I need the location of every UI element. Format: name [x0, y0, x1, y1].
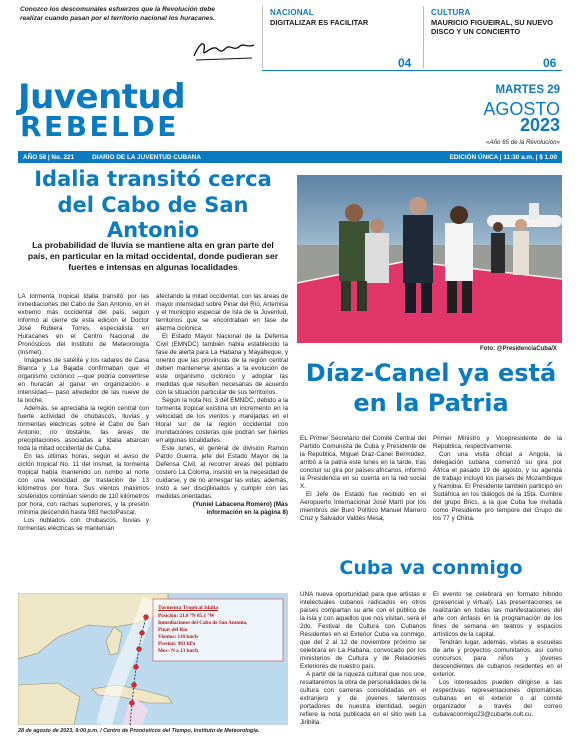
paragraph: Primer Ministro y Vicepresidente de la República, respectivamente. [433, 435, 562, 450]
paragraph: UNA nueva oportunidad para que artistas e intelectuales cubanos radicados en otros países compartan su arte con el público de la Isla y con aquellos que nos visitan, será el 2do. Festival de Cultura con Cubanos Residentes en el Exterior Cuba va conmigo, que del 2 al 12 de noviembre próximo se celebrará en La Habana, convocado por los ministerios de Cultura y de Relaciones Exteriores de nuestro país. [300, 591, 426, 670]
storm-info-title: Tormenta Tropical Idalia [158, 605, 219, 611]
date-weekday: MARTES 29 [495, 84, 560, 96]
article3-headline[interactable]: Cuba va conmigo [339, 557, 523, 579]
paragraph: Los interesados pueden dirigirse a las respectivas representaciones diplomáticas cubanas en el exterior o al comité organizador a través del correo cubavaconmigo23@cubarte.cult.cu. [433, 678, 562, 718]
paragraph: Además, se apreciaba la región central con fuerte actividad de chubascos, lluvias y tormentas eléctricas sobre el Cabo de San Antonio; no obstante, las áreas de precipitaciones asociadas a Idalia abarcan toda la mitad occidental de Cuba. [18, 404, 149, 452]
paragraph: En las últimas horas, según el aviso de ciclón tropical No. 11 del Insmet, la tormenta tropical había mantenido un rumbo al norte con una velocidad de traslación de 13 kilómetros por hora. Sus vientos máximos sostenidos continúan siendo de 110 kilómetros por hora, con rachas superiores, y la presión mínima descendió hasta 983 hectoPascal. [18, 452, 149, 516]
header-section-nacional[interactable] [270, 8, 410, 27]
article2-column-1 [300, 435, 426, 523]
paragraph: El Jefe de Estado fue recibido en el Aeropuerto Internacional José Martí por los miembros del Buró Político Manuel Marrero Cruz y Salvador Valdés Mesa, [300, 490, 426, 522]
paragraph: Los nublados con chubascos, lluvias y tormentas eléctricas se mantenían [18, 516, 149, 532]
article2-headline[interactable]: Díaz-Canel ya está en la Patria [305, 359, 557, 417]
article1-continued-link[interactable]: (Más información en la página 8) [206, 500, 288, 516]
date-month: AGOSTO [483, 99, 560, 119]
photo-credit: Foto: @PresidenciaCuba/X [480, 346, 557, 352]
map-caption: 28 de agosto de 2023, 9:00 p.m. / Centro de Pronósticos del Tiempo, Instituto de Meteorología. [18, 728, 260, 734]
top-quote: Conozco los descomunales esfuerzos que la Revolución debe realizar cuando pasan por el territorio nacional los huracanes. [20, 6, 215, 22]
paragraph: Tendrán lugar, además, visitas a escuelas de arte y proyectos comunitarios, así como concursos para niños y jóvenes descendientes de cubanos residentes en el exterior. [433, 638, 562, 678]
paragraph: Con una visita oficial a Angola, la delegación cubana comenzó su gira por África el pasado 19 de agosto, y su agenda de trabajo incluyó los países de Mozambique y Namibia. El Presidente también participó en Sudáfrica en los diálogos de la 15ta. Cumbre del grupo Brics, a la que Cuba fue invitada como Presidente pro tempore del Grupo de los 77 y China. [433, 450, 562, 522]
storm-info-line: Pinar del Río [158, 626, 188, 633]
storm-info-line: Inmediaciones del Cabo de San Antonio, [158, 619, 248, 626]
paragraph: El evento se celebrará en formato híbrido (presencial y virtual). Las presentaciones se realizarán en todas las manifestaciones del arte con énfasis en la programación de los fines de semana en teatros y espacios artísticos de la capital. [433, 591, 562, 638]
header-section-cultura[interactable] [431, 8, 566, 37]
masthead-juventud: Juventud [18, 77, 186, 117]
signature-icon [190, 36, 258, 64]
paragraph: afectando la mitad occidental, con las áreas de mayor intensidad sobre Pinar del Río, Artemisa y el municipio especial de Isla de la Juventud, territorios que se encontraban en fase de alarma ciclónica. [156, 293, 288, 332]
article3-column-2 [433, 591, 562, 719]
paragraph: Según la nota No. 3 del EMNDC, debido a la tormenta tropical existiría un incremento en la velocidad de los vientos y marejadas en el litoral sur de la región occidental con inundaciones costeras que podrán ser fuertes en algunas localidades. [156, 396, 288, 444]
section-headline: MAURICIO FIGUEIRAL, SU NUEVO DISCO Y UN CONCIERTO [431, 18, 553, 37]
article1-byline: (Yuniel Labacena Romero) (Más información en la página 8) [192, 500, 288, 516]
storm-info-line: Mov: N a 13 km/h [158, 647, 199, 654]
article2-column-2 [433, 435, 562, 523]
article1-column-1 [18, 293, 149, 533]
paragraph: Este lunes, el general de división Ramón Pardo Guerra, jefe del Estado Mayor de la Defensa Civil, al recorrer áreas del poblado costero La Coloma, insistió en la necesidad de cuidarse, y de no arriesgar las vidas; además, instó a ser disciplinados y cumplir con las medidas orientadas. [156, 444, 288, 500]
page-number: 04 [398, 56, 412, 70]
masthead-rebelde: REBELDE [20, 110, 179, 143]
paragraph: EL Primer Secretario del Comité Central del Partido Comunista de Cuba y Presidente de la República, Miguel Díaz-Canel Bermúdez, arribó a la patria este lunes en la tarde, tras concluir su gira por países africanos, informó la Presidencia en su cuenta en la red social X. [300, 435, 426, 490]
edition-number: AÑO 58 | No. 221 [23, 153, 75, 161]
section-name: CULTURA [431, 8, 471, 17]
edition-info: EDICIÓN ÚNICA | 11:30 a.m. | $ 1.00 [449, 153, 557, 161]
header-rule [262, 70, 562, 71]
header-divider [423, 6, 424, 68]
edition-tagline: DIARIO DE LA JUVENTUD CUBANA [92, 153, 201, 161]
storm-info-line: Vientos: 110 km/h [158, 633, 198, 640]
article1-subheadline: La probabilidad de lluvia se mantiene alta en gran parte del país, en particular en la mitad occidental, donde pudieran ser fuertes e intensas en algunas localidades [27, 240, 279, 273]
paragraph: A partir de la riqueza cultural que nos une, resaltaremos la obra de personalidades de la cultura con carreras consolidadas en el extranjero y de jóvenes talentosos portadores de nuestra identidad, según refiere la nota publicada en el sitio web La Jiribilla. [300, 670, 427, 726]
section-name: NACIONAL [270, 8, 314, 17]
storm-info-box [158, 605, 278, 655]
edition-bar [18, 151, 562, 163]
paragraph: LA tormenta tropical Idalia transitó por las inmediaciones del Cabo de San Antonio, en el extremo más occidental del país, según informó al cierre de esta edición el Doctor José Rubiera Torres, especialista en Huracanes en el Centro Nacional de Pronósticos del Instituto de Meteorología (Insmet). [18, 293, 149, 356]
article1-column-2 [156, 293, 288, 517]
section-headline: DIGITALIZAR ES FACILITAR [270, 18, 369, 27]
date-year: 2023 [519, 115, 560, 135]
arrival-photo[interactable] [297, 175, 562, 343]
storm-info-line: Posición: 21.8 °N 85.1 °W [158, 612, 215, 619]
anniversary-motto: «Año 65 de la Revolución» [486, 139, 560, 146]
paragraph: El Estado Mayor Nacional de la Defensa Civil (EMNDC) también había establecido la fase de alerta para La Habana y Mayabeque, y orientó que las provincias de la región central deben mantenerse atentas a la evolución de este organismo ciclónico y adoptar las medidas que resulten necesarias de acuerdo con la situación particular de sus territorios. [156, 332, 288, 396]
header-divider [262, 6, 263, 68]
storm-info-line: Presión: 983 hPa [158, 640, 196, 647]
paragraph: Imágenes de satélite y los radares de Casa Blanca y La Bajada confirmaban que el organismo ciclónico —que podría convertirse en huracán al ganar en organización e intensidad— pasó alrededor de las nueve de la noche. [18, 356, 149, 404]
article1-headline[interactable]: Idalia transitó cerca del Cabo de San Antonio [34, 167, 272, 243]
page-number: 06 [543, 56, 557, 70]
article3-column-1 [300, 591, 426, 727]
